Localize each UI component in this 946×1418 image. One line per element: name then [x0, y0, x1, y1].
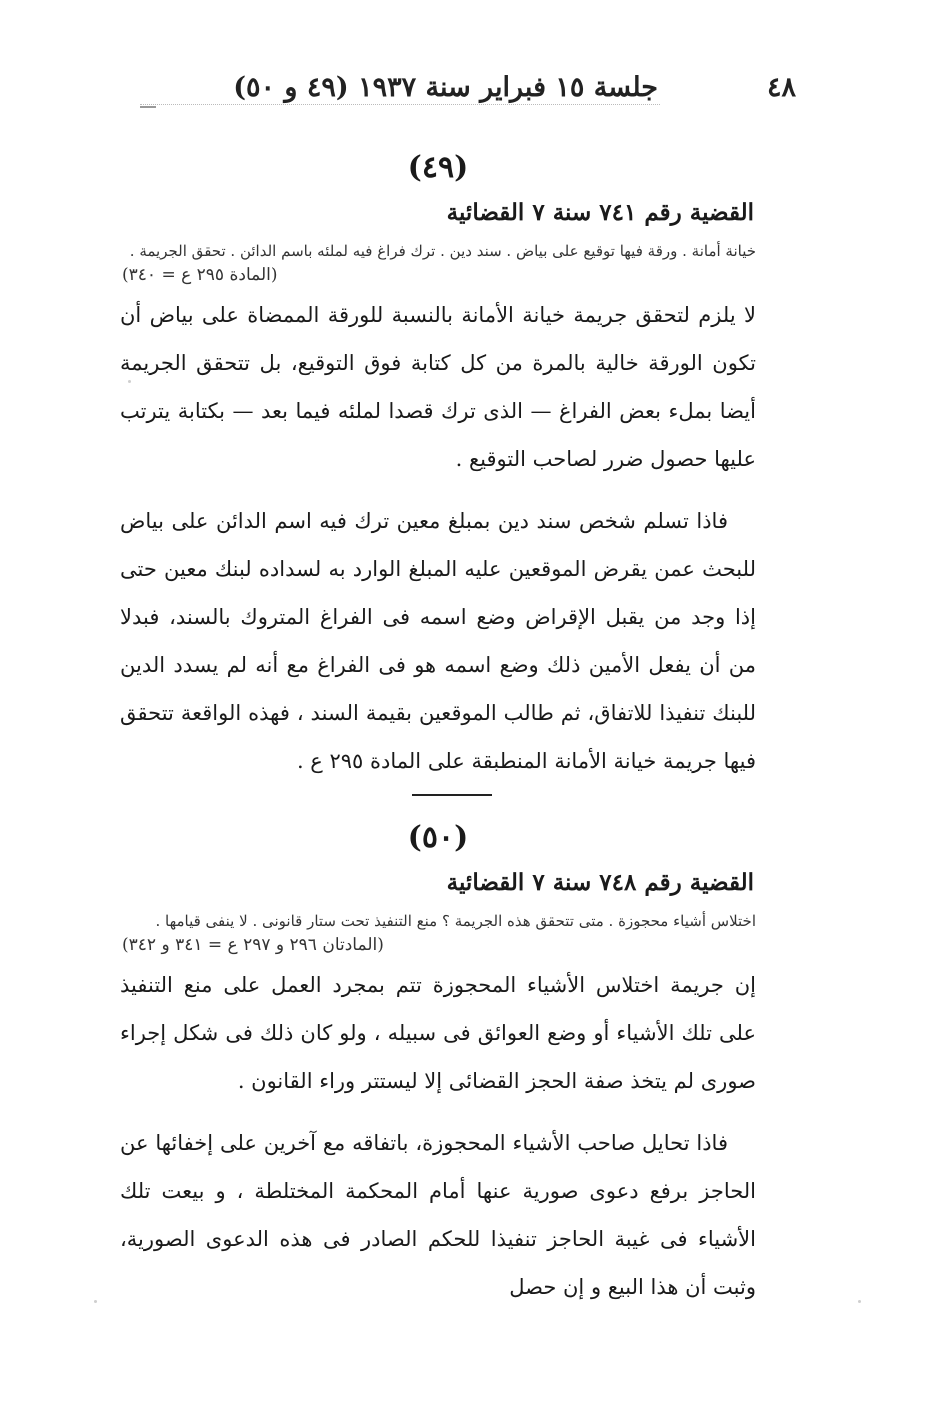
case-title: القضية رقم ٧٤٨ سنة ٧ القضائية	[446, 869, 754, 896]
paragraph: فاذا تحايل صاحب الأشياء المحجوزة، باتفاقه مع آخرين على إخفائها عن الحاجز برفع دعوى صورية عنها أمام المحكمة المختلطة ، و بيعت تلك الأشياء فى غيبة الحاجز تنفيذا للحكم الصادر فى هذه الدعوى الصورية، وثبت أن هذا البيع و إن حصل	[120, 1131, 756, 1299]
margin-mark	[140, 106, 156, 108]
page-number: ٤٨	[766, 72, 796, 103]
page-header	[140, 62, 796, 118]
case-number: (٤٩)	[407, 150, 469, 185]
article-reference: (المادتان ٢٩٦ و ٢٩٧ ع = ٣٤١ و ٣٤٢)	[122, 935, 384, 955]
section-divider	[412, 794, 492, 796]
case-summary: اختلاس أشياء محجوزة . متى تتحقق هذه الجريمة ؟ منع التنفيذ تحت ستار قانونى . لا ينفى قيامها .	[155, 912, 756, 930]
scan-speck	[128, 380, 131, 383]
case-section-49	[120, 150, 756, 785]
scan-speck	[858, 1300, 861, 1303]
running-head: جلسة ١٥ فبراير سنة ١٩٣٧ (٤٩ و ٥٠)	[233, 72, 658, 103]
paragraph: لا يلزم لتحقق جريمة خيانة الأمانة بالنسبة للورقة الممضاة على بياض أن تكون الورقة خالية بالمرة من كل كتابة فوق التوقيع، بل تتحقق الجريمة أيضا بملء بعض الفراغ — الذى ترك قصدا لملئه فيما بعد — بكتابة يترتب عليها حصول ضرر لصاحب التوقيع .	[120, 303, 756, 471]
article-reference: (المادة ٢٩٥ ع = ٣٤٠)	[122, 265, 278, 285]
case-summary: خيانة أمانة . ورقة فيها توقيع على بياض . سند دين . ترك فراغ فيه لملئه باسم الدائن . تحقق الجريمة .	[129, 242, 756, 260]
scan-speck	[94, 1300, 97, 1303]
paragraph: إن جريمة اختلاس الأشياء المحجوزة تتم بمجرد العمل على منع التنفيذ على تلك الأشياء أو وضع العوائق فى سبيله ، ولو كان ذلك فى شكل إجراء صورى لم يتخذ صفة الحجز القضائى إلا ليستتر وراء القانون .	[120, 973, 756, 1093]
paragraph: فاذا تسلم شخص سند دين بمبلغ معين ترك فيه اسم الدائن على بياض للبحث عمن يقرض الموقعين عليه المبلغ الوارد به لسداده لبنك معين حتى إذا وجد من يقبل الإقراض وضع اسمه فى الفراغ المتروك بالسند، فبدلا من أن يفعل الأمين ذلك وضع اسمه هو فى الفراغ مع أنه لم يسدد الدين للبنك تنفيذا للاتفاق، ثم طالب الموقعين بقيمة السند ، فهذه الواقعة تتحقق فيها جريمة خيانة الأمانة المنطبقة على المادة ٢٩٥ ع .	[120, 509, 756, 773]
case-number: (٥٠)	[407, 820, 469, 855]
case-title: القضية رقم ٧٤١ سنة ٧ القضائية	[446, 199, 754, 226]
case-section-50	[120, 820, 756, 1311]
header-rule	[140, 104, 660, 105]
